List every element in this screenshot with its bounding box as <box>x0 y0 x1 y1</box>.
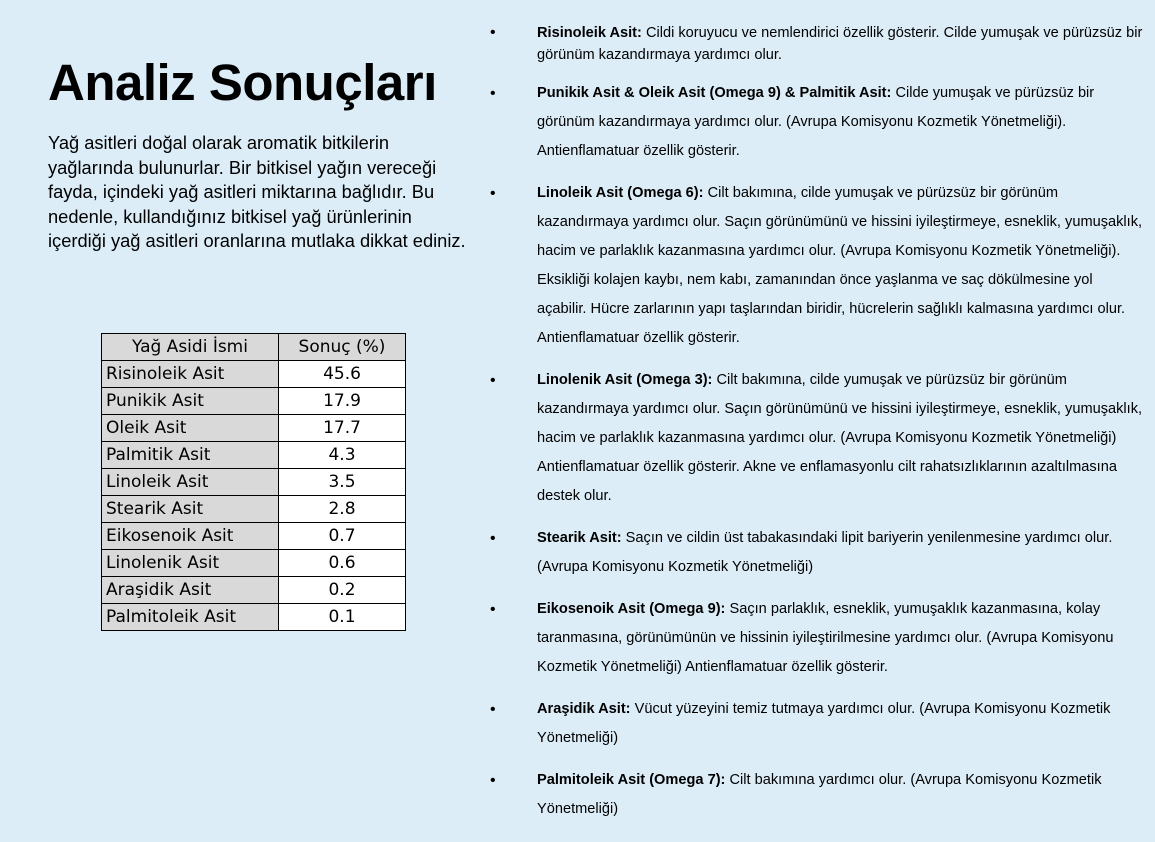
table-row <box>102 469 406 496</box>
benefit-text: Saçın ve cildin üst tabakasındaki lipit bariyerin yenilenmesine yardımcı olur. (Avrupa Komisyonu Kozmetik Yönetmeliği) <box>537 530 1113 575</box>
table-row <box>102 550 406 577</box>
benefit-text: Cildi koruyucu ve nemlendirici özellik gösterir. Cilde yumuşak ve pürüzsüz bir görünüm kazandırmaya yardımcı olur. <box>537 25 1143 63</box>
bullet-icon: • <box>490 185 496 202</box>
list-item <box>490 22 1145 66</box>
table-row <box>102 415 406 442</box>
fatty-acid-results-table <box>101 333 406 631</box>
table-row <box>102 604 406 631</box>
bullet-icon: • <box>490 772 496 789</box>
benefit-text: Cilt bakımına, cilde yumuşak ve pürüzsüz bir görünüm kazandırmaya yardımcı olur. Saçın görünümünü ve hissini iyileştirmeye, esneklik, yumuşaklık, hacim ve parlaklık kazanmasına yardımcı olur. (Avrupa Komisyonu Kozmetik Yönetmeliği) Antienflamatuar özellik gösterir. Akne ve enflamasyonlu cilt rahatsızlıklarının azaltılmasına destek olur. <box>537 372 1143 504</box>
benefit-name: Linolenik Asit (Omega 3): <box>537 372 713 388</box>
benefit-name: Eikosenoik Asit (Omega 9): <box>537 601 726 617</box>
fatty-acid-percent: 17.7 <box>279 415 406 442</box>
intro-paragraph: Yağ asitleri doğal olarak aromatik bitkilerin yağlarında bulunurlar. Bir bitkisel yağın vereceği fayda, içindeki yağ asitleri miktarına bağlıdır. Bu nedenle, kullandığınız bitkisel yağ ürünlerinin içerdiği yağ asitleri oranlarına mutlaka dikkat ediniz. <box>48 132 466 252</box>
benefit-name: Palmitoleik Asit (Omega 7): <box>537 772 726 788</box>
fatty-acid-percent: 45.6 <box>279 361 406 388</box>
fatty-acid-percent: 4.3 <box>279 442 406 469</box>
table-row <box>102 361 406 388</box>
bullet-icon: • <box>490 372 496 389</box>
benefit-text: Cilde yumuşak ve pürüzsüz bir görünüm kazandırmaya yardımcı olur. (Avrupa Komisyonu Kozmetik Yönetmeliği). Antienflamatuar özellik gösterir. <box>537 85 1095 159</box>
fatty-acid-percent: 3.5 <box>279 469 406 496</box>
benefit-name: Linoleik Asit (Omega 6): <box>537 185 704 201</box>
benefit-text: Saçın parlaklık, esneklik, yumuşaklık kazanmasına, kolay taranmasına, görünümünün ve hissinin iyileştirilmesine yardımcı olur. (Avrupa Komisyonu Kozmetik Yönetmeliği) Antienflamatuar özellik gösterir. <box>537 601 1114 675</box>
fatty-acid-percent: 0.1 <box>279 604 406 631</box>
list-item <box>490 79 1145 166</box>
benefit-name: Punikik Asit & Oleik Asit (Omega 9) & Palmitik Asit: <box>537 85 892 101</box>
fatty-acid-name: Risinoleik Asit <box>102 361 279 388</box>
benefits-list <box>490 22 1145 824</box>
list-item <box>490 524 1145 582</box>
benefit-name: Risinoleik Asit: <box>537 25 642 41</box>
fatty-acid-name: Palmitoleik Asit <box>102 604 279 631</box>
bullet-icon: • <box>490 701 496 718</box>
table-row <box>102 523 406 550</box>
table-row <box>102 442 406 469</box>
fatty-acid-percent: 0.2 <box>279 577 406 604</box>
list-item <box>490 366 1145 511</box>
fatty-acid-percent: 2.8 <box>279 496 406 523</box>
table-header-row <box>102 334 406 361</box>
benefit-name: Araşidik Asit: <box>537 701 631 717</box>
benefits-section <box>490 22 1145 837</box>
fatty-acid-name: Eikosenoik Asit <box>102 523 279 550</box>
fatty-acid-name: Punikik Asit <box>102 388 279 415</box>
table-row <box>102 577 406 604</box>
bullet-icon: • <box>490 530 496 547</box>
table-row <box>102 388 406 415</box>
bullet-icon: • <box>490 24 496 41</box>
bullet-icon: • <box>490 601 496 618</box>
column-header-result: Sonuç (%) <box>279 334 406 361</box>
benefit-text: Cilt bakımına yardımcı olur. (Avrupa Komisyonu Kozmetik Yönetmeliği) <box>537 772 1102 817</box>
page-title: Analiz Sonuçları <box>48 54 437 111</box>
fatty-acid-percent: 0.6 <box>279 550 406 577</box>
bullet-icon: • <box>490 85 496 102</box>
list-item <box>490 766 1145 824</box>
fatty-acid-name: Linoleik Asit <box>102 469 279 496</box>
list-item <box>490 595 1145 682</box>
intro-section <box>48 52 468 254</box>
benefit-text: Cilt bakımına, cilde yumuşak ve pürüzsüz bir görünüm kazandırmaya yardımcı olur. Saçın görünümünü ve hissini iyileştirmeye, esneklik, yumuşaklık, hacim ve parlaklık kazanmasına yardımcı olur. (Avrupa Komisyonu Kozmetik Yönetmeliği). Eksikliği kolajen kaybı, nem kabı, zamanından önce yaşlanma ve saç dökülmesine yol açabilir. Hücre zarlarının yapı taşlarından biridir, hücrelerin sağlıklı kalmasına yardımcı olur. Antienflamatuar özellik gösterir. <box>537 185 1143 346</box>
benefit-name: Stearik Asit: <box>537 530 622 546</box>
fatty-acid-name: Linolenik Asit <box>102 550 279 577</box>
fatty-acid-percent: 0.7 <box>279 523 406 550</box>
column-header-name: Yağ Asidi İsmi <box>102 334 279 361</box>
fatty-acid-name: Palmitik Asit <box>102 442 279 469</box>
list-item <box>490 179 1145 353</box>
list-item <box>490 695 1145 753</box>
fatty-acid-name: Oleik Asit <box>102 415 279 442</box>
fatty-acid-name: Araşidik Asit <box>102 577 279 604</box>
fatty-acid-name: Stearik Asit <box>102 496 279 523</box>
table-row <box>102 496 406 523</box>
benefit-text: Vücut yüzeyini temiz tutmaya yardımcı olur. (Avrupa Komisyonu Kozmetik Yönetmeliği) <box>537 701 1111 746</box>
fatty-acid-percent: 17.9 <box>279 388 406 415</box>
